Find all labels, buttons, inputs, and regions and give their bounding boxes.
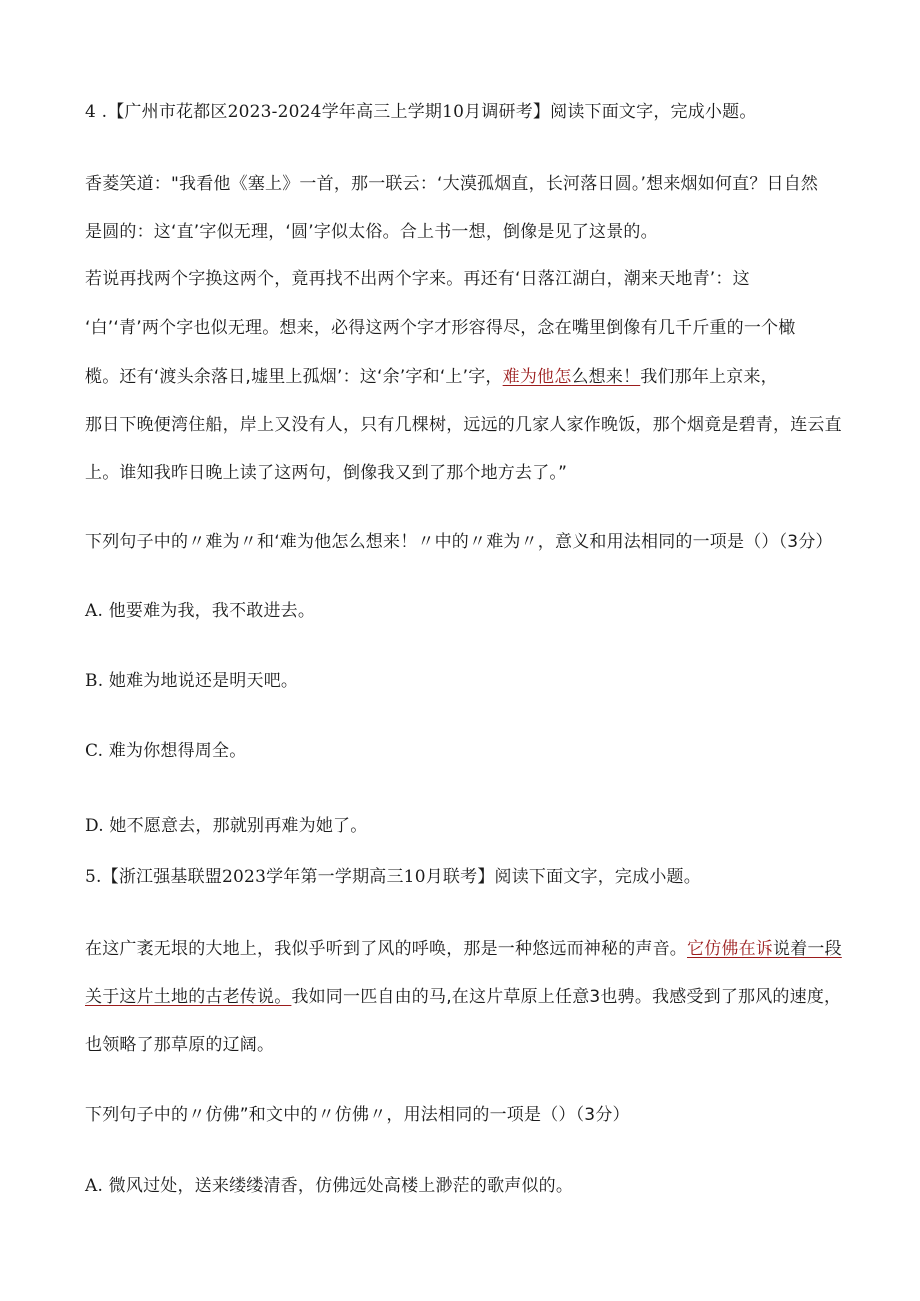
q4-option-c: C. 难为你想得周全。: [85, 741, 247, 761]
q5-header: 5.【浙江强基联盟2023学年第一学期高三10月联考】阅读下面文字，完成小题。: [85, 867, 701, 887]
q4-passage-line-2: 是圆的：这‘直’字似无理，‘圆’字似太俗。合上书一想，倒像是见了这景的。: [85, 222, 658, 242]
q4-line5-after: 我们那年上京来，: [640, 367, 778, 387]
q4-option-b: B. 她难为地说还是明天吧。: [85, 671, 299, 691]
q5-line2-after: 我如同一匹自由的马,在这片草原上任意3也骋。我感受到了那风的速度，: [291, 987, 842, 1007]
q4-passage-line-7: 上。谁知我昨日晚上读了这两句，倒像我又到了那个地方去了。”: [85, 463, 568, 483]
q5-highlight-phrase: 它仿佛在诉: [687, 939, 773, 959]
q5-option-a: A. 微风过处，送来缕缕清香，仿佛远处高楼上渺茫的歌声似的。: [85, 1176, 574, 1196]
q4-passage-line-5: [85, 366, 778, 388]
q5-highlight-tail: 说着一段: [773, 939, 842, 959]
q5-passage-line-1: [85, 938, 842, 960]
q4-question: 下列句子中的〃难为〃和‘难为他怎么想来！〃中的〃难为〃，意义和用法相同的一项是（）（3分）: [85, 532, 833, 552]
q4-passage-line-1: 香菱笑道："我看他《塞上》一首，那一联云：‘大漠孤烟直，长河落日圆。’想来烟如何直？日自然: [85, 174, 819, 194]
q4-option-d: D. 她不愿意去，那就别再难为她了。: [85, 816, 368, 836]
q5-question: 下列句子中的〃仿佛”和文中的〃仿佛〃，用法相同的一项是（）（3分）: [85, 1105, 630, 1125]
q4-passage-line-4: ‘白’‘青’两个字也似无理。想来，必得这两个字才形容得尽，念在嘴里倒像有几千斤重的一个橄: [85, 318, 796, 338]
q4-option-a: A. 他要难为我，我不敢进去。: [85, 601, 316, 621]
q5-highlight-continued: 关于这片土地的古老传说。: [85, 987, 292, 1007]
q5-passage-line-3: 也领略了那草原的辽阔。: [85, 1035, 275, 1055]
q4-line5-before: 榄。还有‘渡头余落日,墟里上孤烟’：这‘余’字和‘上’字，: [85, 367, 503, 387]
q5-line1-before: 在这广袤无垠的大地上，我似乎听到了风的呼唤，那是一种悠远而神秘的声音。: [85, 939, 687, 959]
q4-passage-line-6: 那日下晚便湾住船，岸上又没有人，只有几棵树，远远的几家人家作晚饭，那个烟竟是碧青，连云直: [85, 415, 842, 435]
q4-highlight-tail: 么想来！: [571, 367, 641, 387]
q5-passage-line-2: [85, 986, 841, 1008]
q4-header: 4 .【广州市花都区2023-2024学年高三上学期10月调研考】阅读下面文字，完成小题。: [85, 102, 757, 122]
q4-passage-line-3: 若说再找两个字换这两个，竟再找不出两个字来。再还有‘日落江湖白，潮来天地青’：这: [85, 269, 750, 289]
q4-highlight-phrase: 难为他怎: [502, 367, 572, 387]
